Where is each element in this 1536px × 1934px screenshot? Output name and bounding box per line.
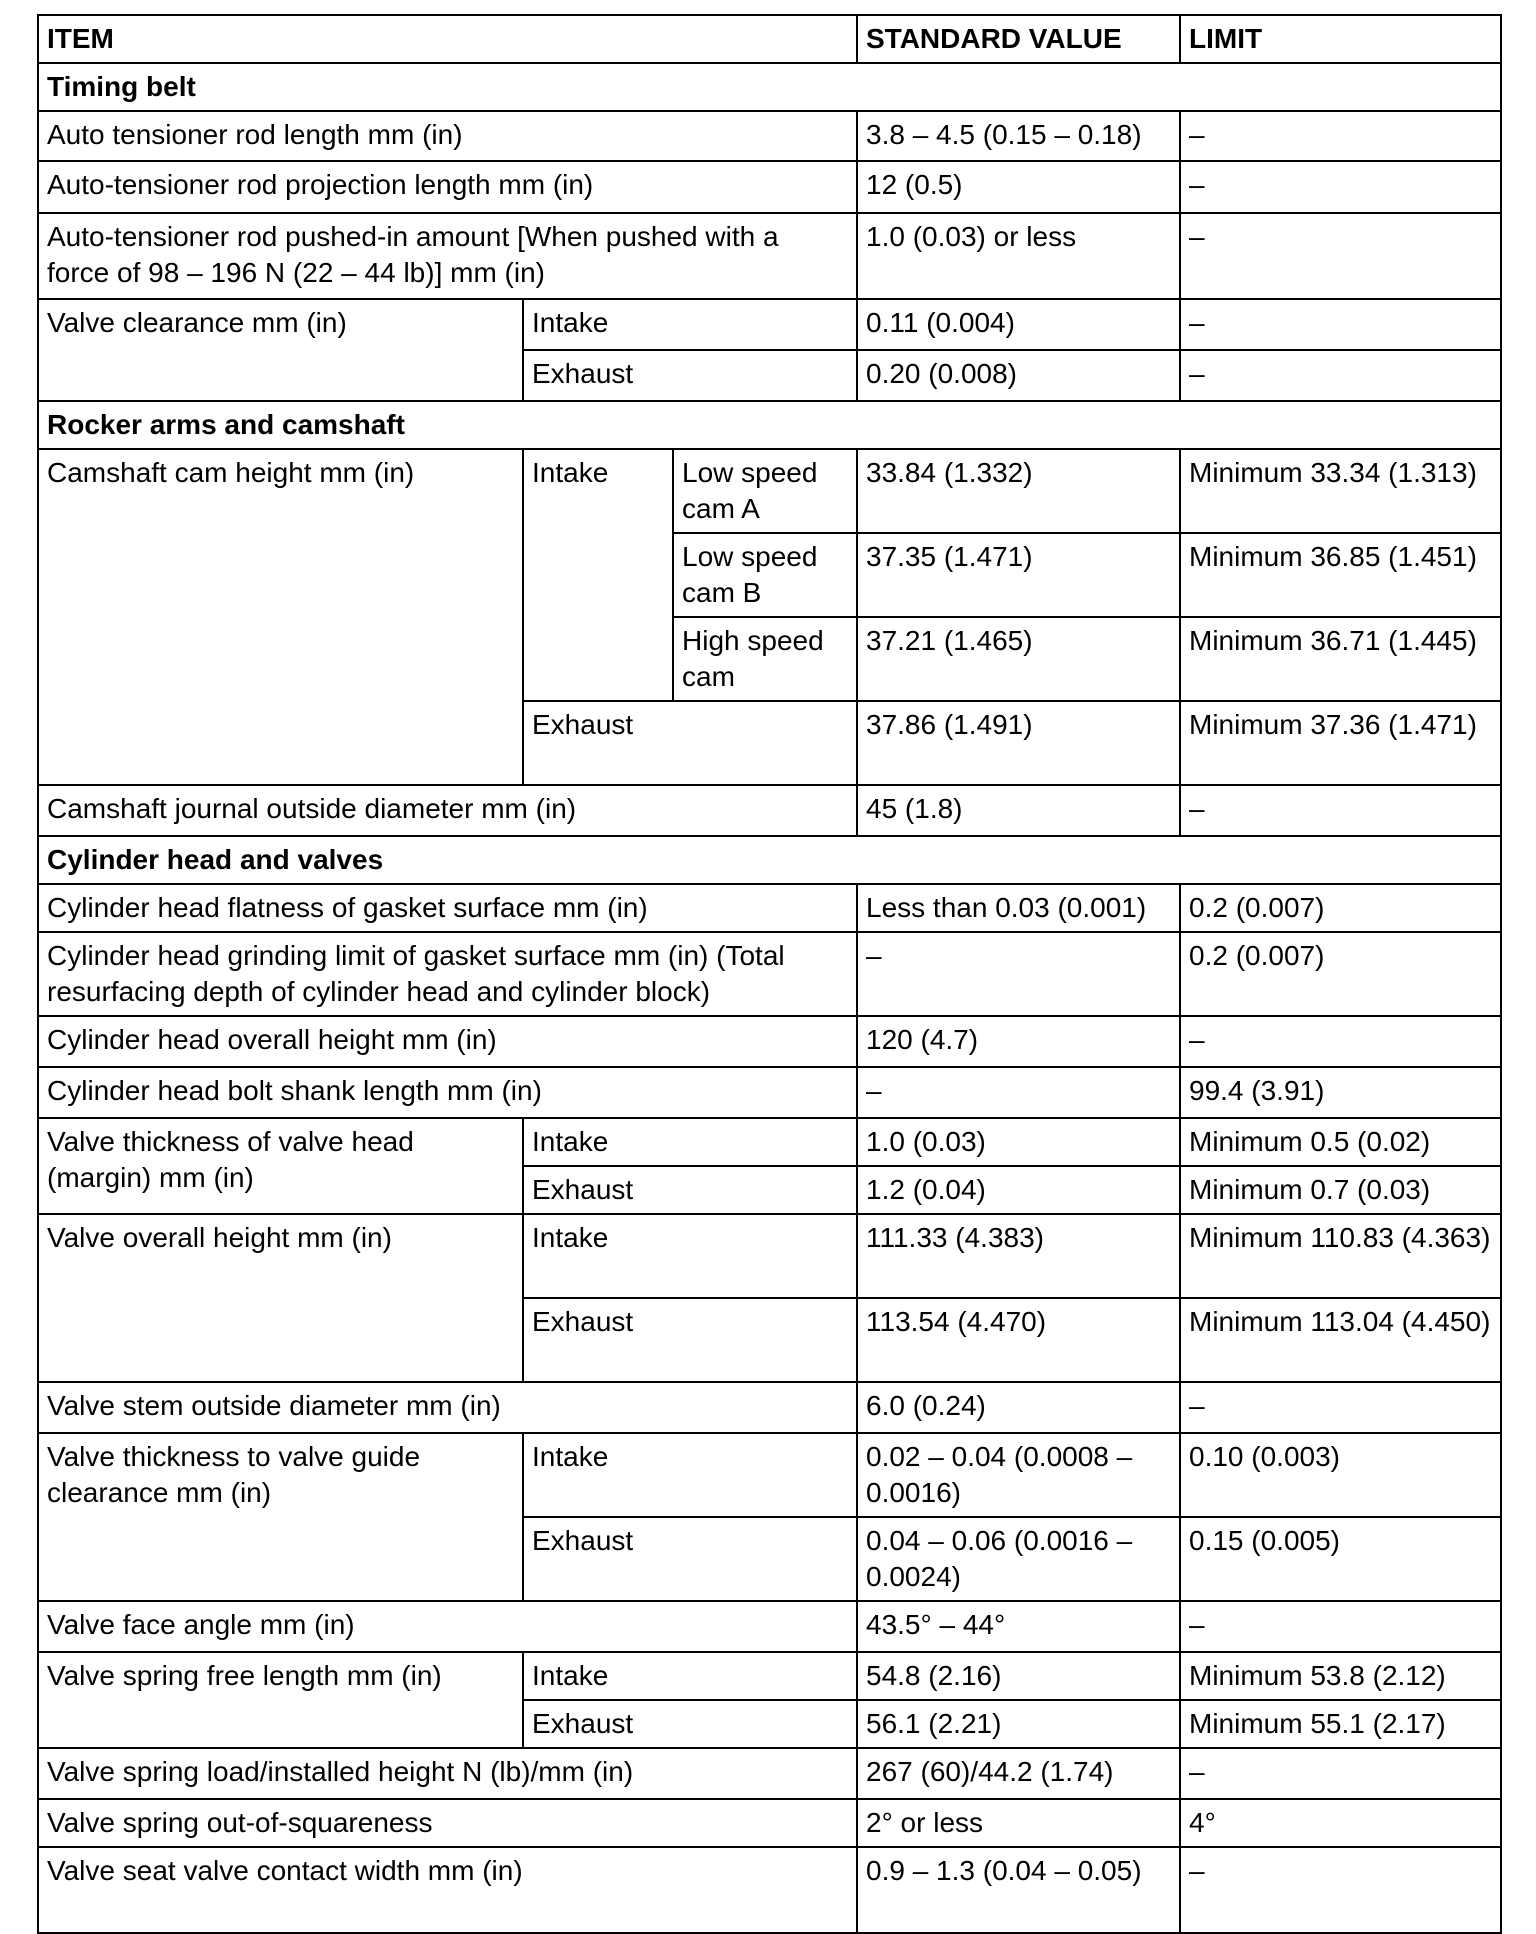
standard-cell: 56.1 (2.21) bbox=[857, 1700, 1180, 1748]
table-row bbox=[38, 1067, 1501, 1118]
sub-item-cell: Intake bbox=[523, 1118, 857, 1166]
standard-cell: 2° or less bbox=[857, 1799, 1180, 1847]
sub-item-cell: Exhaust bbox=[523, 1166, 857, 1214]
sub-sub-item-cell: Low speed cam A bbox=[673, 449, 857, 533]
limit-cell: 0.10 (0.003) bbox=[1180, 1433, 1501, 1517]
standard-cell: 111.33 (4.383) bbox=[857, 1214, 1180, 1298]
limit-cell: – bbox=[1180, 350, 1501, 401]
item-cell: Cylinder head flatness of gasket surface mm (in) bbox=[38, 884, 857, 932]
limit-cell: – bbox=[1180, 213, 1501, 299]
limit-cell: Minimum 110.83 (4.363) bbox=[1180, 1214, 1501, 1298]
limit-cell: – bbox=[1180, 1016, 1501, 1067]
sub-item-cell: Intake bbox=[523, 1433, 857, 1517]
sub-item-cell: Intake bbox=[523, 1214, 857, 1298]
sub-item-cell: Exhaust bbox=[523, 1517, 857, 1601]
standard-cell: 3.8 – 4.5 (0.15 – 0.18) bbox=[857, 111, 1180, 161]
standard-cell: 267 (60)/44.2 (1.74) bbox=[857, 1748, 1180, 1799]
standard-cell: 0.11 (0.004) bbox=[857, 299, 1180, 350]
table-row bbox=[38, 884, 1501, 932]
standard-cell: 12 (0.5) bbox=[857, 161, 1180, 213]
table-row bbox=[38, 299, 1501, 350]
item-cell: Auto tensioner rod length mm (in) bbox=[38, 111, 857, 161]
standard-cell: 1.0 (0.03) or less bbox=[857, 213, 1180, 299]
limit-cell: Minimum 113.04 (4.450) bbox=[1180, 1298, 1501, 1382]
limit-cell: Minimum 33.34 (1.313) bbox=[1180, 449, 1501, 533]
item-cell: Valve spring free length mm (in) bbox=[38, 1652, 523, 1748]
item-cell: Camshaft cam height mm (in) bbox=[38, 449, 523, 785]
sub-item-cell: Exhaust bbox=[523, 1700, 857, 1748]
table-row bbox=[38, 111, 1501, 161]
limit-cell: Minimum 36.71 (1.445) bbox=[1180, 617, 1501, 701]
item-cell: Valve overall height mm (in) bbox=[38, 1214, 523, 1382]
table-row bbox=[38, 1847, 1501, 1933]
table-row bbox=[38, 1016, 1501, 1067]
limit-cell: – bbox=[1180, 111, 1501, 161]
limit-cell: – bbox=[1180, 299, 1501, 350]
table-row bbox=[38, 932, 1501, 1016]
table-row bbox=[38, 449, 1501, 533]
section-timing-belt: Timing belt bbox=[38, 63, 1501, 111]
standard-cell: 45 (1.8) bbox=[857, 785, 1180, 836]
limit-cell: 0.2 (0.007) bbox=[1180, 932, 1501, 1016]
standard-cell: 0.04 – 0.06 (0.0016 – 0.0024) bbox=[857, 1517, 1180, 1601]
limit-cell: Minimum 53.8 (2.12) bbox=[1180, 1652, 1501, 1700]
standard-cell: 0.02 – 0.04 (0.0008 – 0.0016) bbox=[857, 1433, 1180, 1517]
limit-cell: – bbox=[1180, 1601, 1501, 1652]
limit-cell: – bbox=[1180, 161, 1501, 213]
header-item: ITEM bbox=[38, 15, 857, 63]
limit-cell: Minimum 36.85 (1.451) bbox=[1180, 533, 1501, 617]
standard-cell: 0.20 (0.008) bbox=[857, 350, 1180, 401]
table-row bbox=[38, 1118, 1501, 1166]
section-row bbox=[38, 63, 1501, 111]
specification-table bbox=[37, 14, 1502, 1934]
limit-cell: Minimum 0.7 (0.03) bbox=[1180, 1166, 1501, 1214]
limit-cell: – bbox=[1180, 1748, 1501, 1799]
standard-cell: 1.0 (0.03) bbox=[857, 1118, 1180, 1166]
item-cell: Valve clearance mm (in) bbox=[38, 299, 523, 401]
section-rocker-arms: Rocker arms and camshaft bbox=[38, 401, 1501, 449]
item-cell: Camshaft journal outside diameter mm (in) bbox=[38, 785, 857, 836]
table-header-row bbox=[38, 15, 1501, 63]
limit-cell: Minimum 37.36 (1.471) bbox=[1180, 701, 1501, 785]
standard-cell: 6.0 (0.24) bbox=[857, 1382, 1180, 1433]
sub-item-cell: Intake bbox=[523, 449, 673, 701]
header-standard-value: STANDARD VALUE bbox=[857, 15, 1180, 63]
limit-cell: – bbox=[1180, 1382, 1501, 1433]
limit-cell: Minimum 0.5 (0.02) bbox=[1180, 1118, 1501, 1166]
standard-cell: Less than 0.03 (0.001) bbox=[857, 884, 1180, 932]
item-cell: Valve spring out-of-squareness bbox=[38, 1799, 857, 1847]
item-cell: Valve spring load/installed height N (lb)/mm (in) bbox=[38, 1748, 857, 1799]
table-row bbox=[38, 213, 1501, 299]
item-cell: Cylinder head grinding limit of gasket surface mm (in) (Total resurfacing depth of cylinder head and cylinder block) bbox=[38, 932, 857, 1016]
sub-item-cell: Intake bbox=[523, 1652, 857, 1700]
limit-cell: Minimum 55.1 (2.17) bbox=[1180, 1700, 1501, 1748]
standard-cell: 37.35 (1.471) bbox=[857, 533, 1180, 617]
standard-cell: 33.84 (1.332) bbox=[857, 449, 1180, 533]
sub-sub-item-cell: Low speed cam B bbox=[673, 533, 857, 617]
standard-cell: – bbox=[857, 932, 1180, 1016]
sub-sub-item-cell: High speed cam bbox=[673, 617, 857, 701]
standard-cell: 113.54 (4.470) bbox=[857, 1298, 1180, 1382]
table-row bbox=[38, 1748, 1501, 1799]
item-cell: Valve thickness of valve head (margin) mm (in) bbox=[38, 1118, 523, 1214]
sub-item-cell: Exhaust bbox=[523, 701, 857, 785]
section-row bbox=[38, 401, 1501, 449]
section-row bbox=[38, 836, 1501, 884]
limit-cell: – bbox=[1180, 1847, 1501, 1933]
table-row bbox=[38, 1433, 1501, 1517]
table-row bbox=[38, 1652, 1501, 1700]
sub-item-cell: Exhaust bbox=[523, 1298, 857, 1382]
limit-cell: – bbox=[1180, 785, 1501, 836]
standard-cell: 120 (4.7) bbox=[857, 1016, 1180, 1067]
section-cylinder-head: Cylinder head and valves bbox=[38, 836, 1501, 884]
item-cell: Valve thickness to valve guide clearance mm (in) bbox=[38, 1433, 523, 1601]
standard-cell: 54.8 (2.16) bbox=[857, 1652, 1180, 1700]
limit-cell: 0.15 (0.005) bbox=[1180, 1517, 1501, 1601]
limit-cell: 0.2 (0.007) bbox=[1180, 884, 1501, 932]
standard-cell: 43.5° – 44° bbox=[857, 1601, 1180, 1652]
table-row bbox=[38, 1382, 1501, 1433]
table-row bbox=[38, 1601, 1501, 1652]
standard-cell: 37.86 (1.491) bbox=[857, 701, 1180, 785]
table-row bbox=[38, 1799, 1501, 1847]
item-cell: Auto-tensioner rod projection length mm (in) bbox=[38, 161, 857, 213]
sub-item-cell: Exhaust bbox=[523, 350, 857, 401]
sub-item-cell: Intake bbox=[523, 299, 857, 350]
standard-cell: 0.9 – 1.3 (0.04 – 0.05) bbox=[857, 1847, 1180, 1933]
standard-cell: 1.2 (0.04) bbox=[857, 1166, 1180, 1214]
item-cell: Cylinder head overall height mm (in) bbox=[38, 1016, 857, 1067]
item-cell: Auto-tensioner rod pushed-in amount [When pushed with a force of 98 – 196 N (22 – 44 lb)] mm (in) bbox=[38, 213, 857, 299]
header-limit: LIMIT bbox=[1180, 15, 1501, 63]
limit-cell: 4° bbox=[1180, 1799, 1501, 1847]
table-row bbox=[38, 161, 1501, 213]
limit-cell: 99.4 (3.91) bbox=[1180, 1067, 1501, 1118]
table-row bbox=[38, 1214, 1501, 1298]
item-cell: Valve stem outside diameter mm (in) bbox=[38, 1382, 857, 1433]
item-cell: Cylinder head bolt shank length mm (in) bbox=[38, 1067, 857, 1118]
item-cell: Valve face angle mm (in) bbox=[38, 1601, 857, 1652]
standard-cell: – bbox=[857, 1067, 1180, 1118]
standard-cell: 37.21 (1.465) bbox=[857, 617, 1180, 701]
table-row bbox=[38, 785, 1501, 836]
item-cell: Valve seat valve contact width mm (in) bbox=[38, 1847, 857, 1933]
